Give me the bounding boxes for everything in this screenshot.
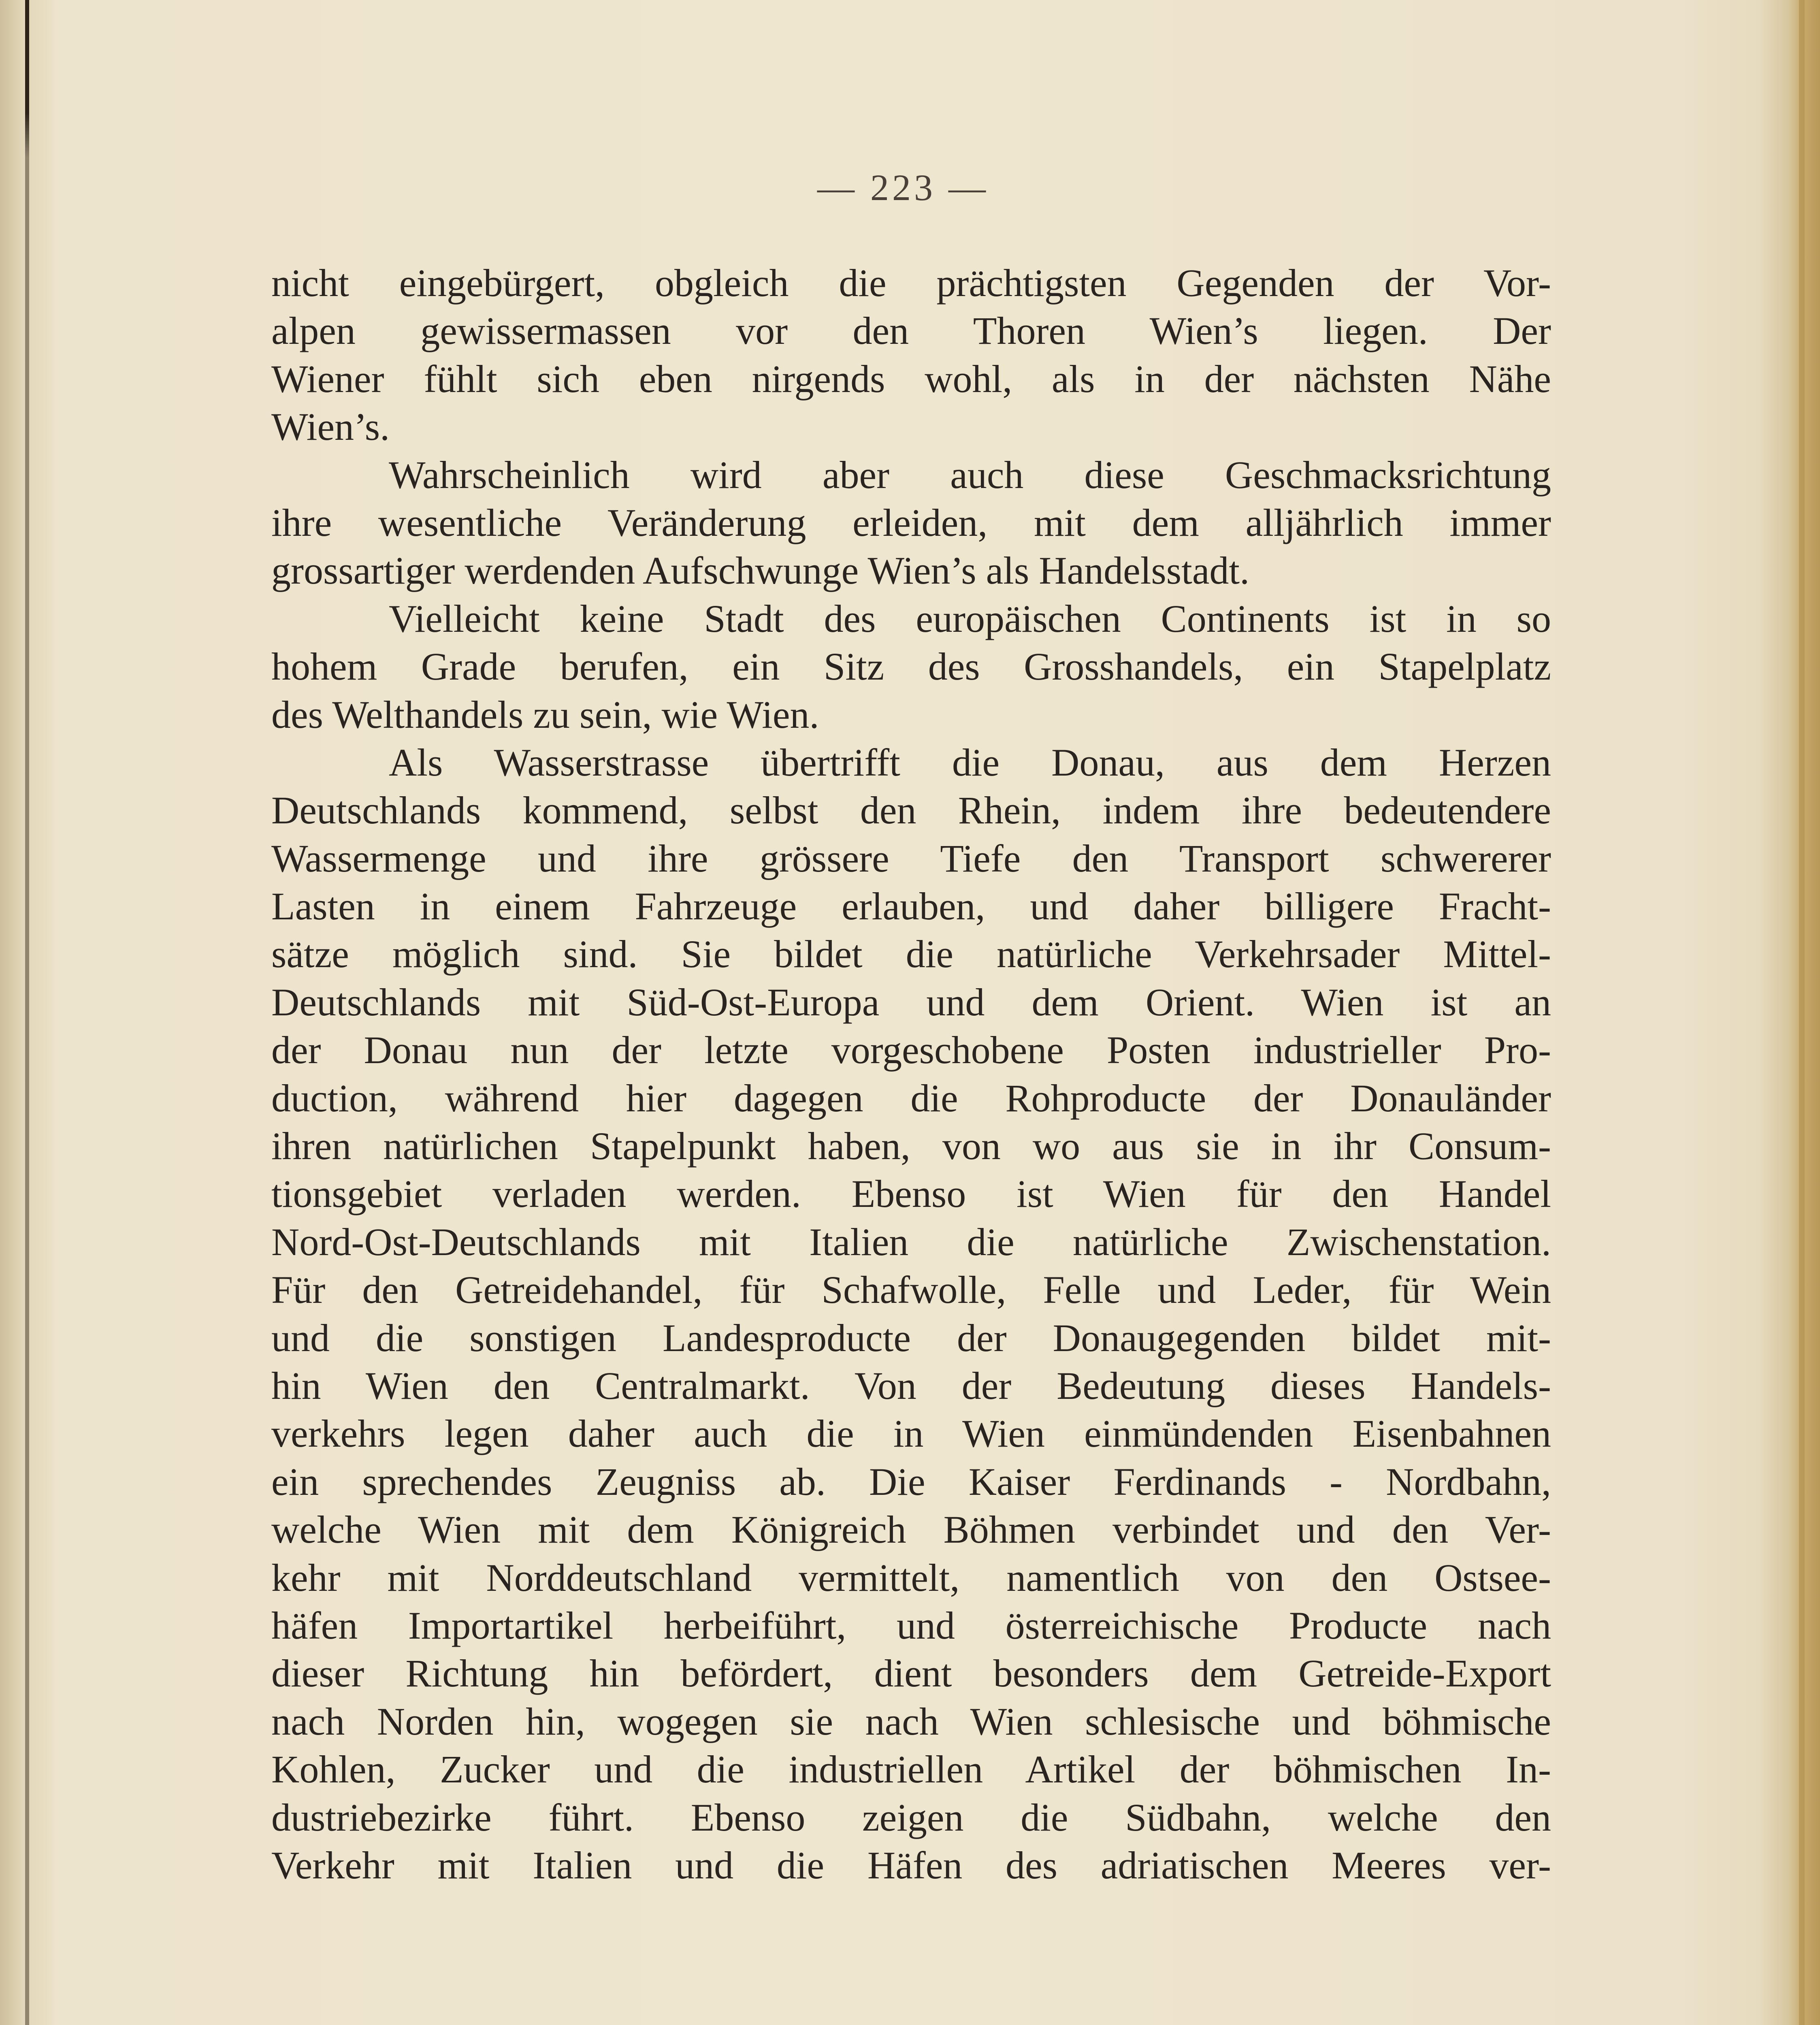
text-line: Deutschlands kommend, selbst den Rhein, indem ihre bedeutendere xyxy=(271,789,1551,832)
text-line: Lasten in einem Fahrzeuge erlauben, und daher billigere Fracht- xyxy=(271,885,1551,928)
text-line: verkehrs legen daher auch die in Wien einmündenden Eisenbahnen xyxy=(271,1412,1551,1456)
page-number-header: — 223 — xyxy=(817,167,989,208)
text-line: ein sprechendes Zeugniss ab. Die Kaiser Ferdinands - Nordbahn, xyxy=(271,1460,1551,1503)
text-line: Als Wasserstrasse übertrifft die Donau, aus dem Herzen xyxy=(389,740,1551,784)
text-line: dustriebezirke führt. Ebenso zeigen die Südbahn, welche den xyxy=(271,1795,1551,1839)
text-line: alpen gewissermassen vor den Thoren Wien’s liegen. Der xyxy=(271,309,1551,353)
text-line: Nord-Ost-Deutschlands mit Italien die natürliche Zwischenstation. xyxy=(271,1220,1551,1264)
text-line: duction, während hier dagegen die Rohproducte der Donauländer xyxy=(271,1076,1551,1120)
text-line: Wahrscheinlich wird aber auch diese Geschmacksrichtung xyxy=(389,453,1551,497)
binding-edge xyxy=(25,0,29,2025)
text-line: häfen Importartikel herbeiführt, und österreichische Producte nach xyxy=(271,1603,1551,1647)
text-line: Kohlen, Zucker und die industriellen Artikel der böhmischen In- xyxy=(271,1748,1551,1791)
text-line: des Welthandels zu sein, wie Wien. xyxy=(271,693,819,736)
text-line: Wassermenge und ihre grössere Tiefe den Transport schwererer xyxy=(271,836,1551,880)
text-line: ihren natürlichen Stapelpunkt haben, von wo aus sie in ihr Consum- xyxy=(271,1124,1551,1168)
page-edge-right xyxy=(1759,0,1820,2025)
page-edge-line xyxy=(1799,0,1805,2025)
text-line: grossartiger werdenden Aufschwunge Wien’s als Handelsstadt. xyxy=(271,549,1250,593)
text-line: hohem Grade berufen, ein Sitz des Grosshandels, ein Stapelplatz xyxy=(271,645,1551,688)
text-line: dieser Richtung hin befördert, dient besonders dem Getreide-Export xyxy=(271,1652,1551,1695)
text-line: tionsgebiet verladen werden. Ebenso ist Wien für den Handel xyxy=(271,1172,1551,1216)
text-line: nicht eingebürgert, obgleich die prächtigsten Gegenden der Vor- xyxy=(271,261,1551,305)
text-line: Deutschlands mit Süd-Ost-Europa und dem Orient. Wien ist an xyxy=(271,980,1551,1024)
text-line: Wiener fühlt sich eben nirgends wohl, als in der nächsten Nähe xyxy=(271,357,1551,401)
text-line: hin Wien den Centralmarkt. Von der Bedeutung dieses Handels- xyxy=(271,1364,1551,1407)
text-line: Für den Getreidehandel, für Schafwolle, Felle und Leder, für Wein xyxy=(271,1268,1551,1312)
text-line: ihre wesentliche Veränderung erleiden, mit dem alljährlich immer xyxy=(271,501,1551,544)
text-line: Verkehr mit Italien und die Häfen des adriatischen Meeres ver- xyxy=(271,1843,1551,1887)
text-line: sätze möglich sind. Sie bildet die natürliche Verkehrsader Mittel- xyxy=(271,932,1551,976)
text-line: welche Wien mit dem Königreich Böhmen verbindet und den Ver- xyxy=(271,1508,1551,1552)
body-text xyxy=(271,259,1551,1889)
text-line: nach Norden hin, wogegen sie nach Wien schlesische und böhmische xyxy=(271,1699,1551,1743)
text-line: kehr mit Norddeutschland vermittelt, namentlich von den Ostsee- xyxy=(271,1556,1551,1599)
text-line: Wien’s. xyxy=(271,405,390,449)
text-line: Vielleicht keine Stadt des europäischen Continents ist in so xyxy=(389,597,1551,640)
text-line: und die sonstigen Landesproducte der Donaugegenden bildet mit- xyxy=(271,1316,1551,1360)
text-line: der Donau nun der letzte vorgeschobene Posten industrieller Pro- xyxy=(271,1028,1551,1072)
